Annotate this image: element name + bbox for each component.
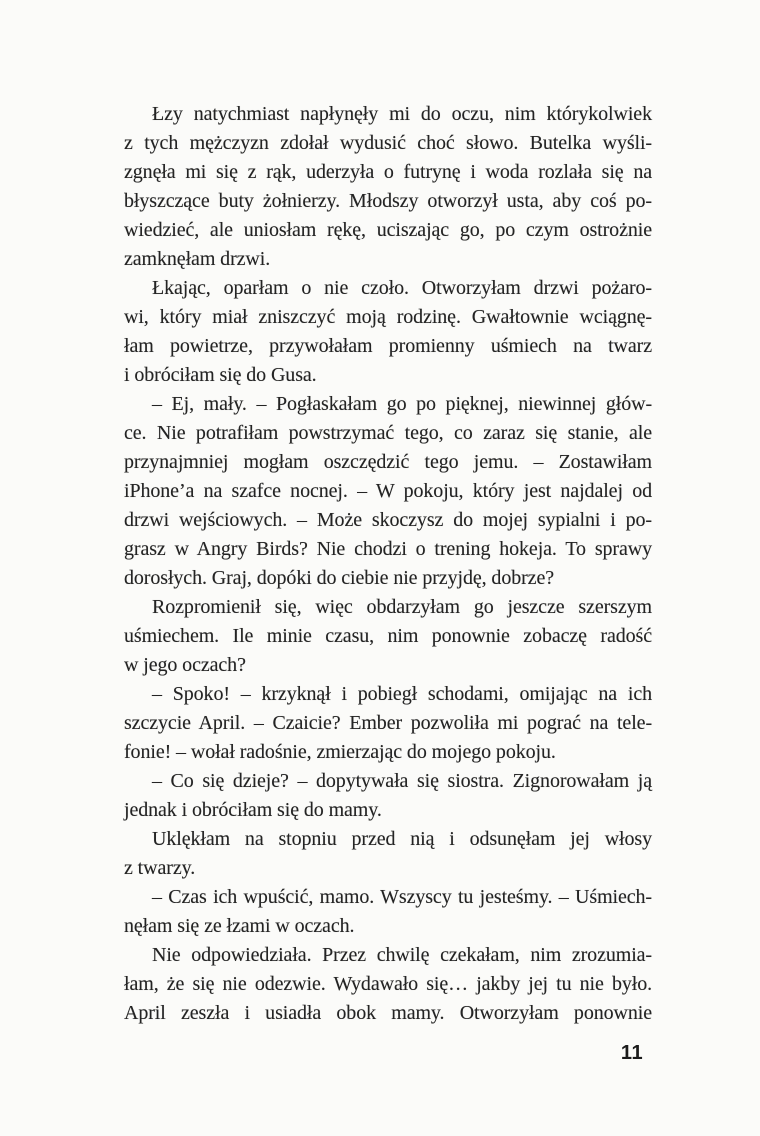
text-line: Łkając, oparłam o nie czoło. Otworzyłam drzwi pożaro-: [152, 277, 652, 299]
text-line: – Ej, mały. – Pogłaskałam go po pięknej, niewinnej głów-: [152, 393, 652, 415]
text-line: dorosłych. Graj, dopóki do ciebie nie przyjdę, dobrze?: [124, 567, 555, 589]
text-line: ce. Nie potrafiłam powstrzymać tego, co zaraz się stanie, ale: [124, 422, 652, 444]
paragraph: [124, 593, 652, 680]
paragraph: [124, 390, 652, 593]
paragraph: [124, 680, 652, 767]
text-line: Łzy natychmiast napłynęły mi do oczu, nim którykolwiek: [152, 103, 652, 125]
text-line: April zeszła i usiadła obok mamy. Otworzyłam ponownie: [124, 1002, 652, 1024]
paragraph: [124, 825, 652, 883]
text-line: i obróciłam się do Gusa.: [124, 364, 317, 386]
text-line: łam, że się nie odezwie. Wydawało się… jakby jej tu nie było.: [124, 973, 652, 995]
paragraph: [124, 274, 652, 390]
text-line: wi, który miał zniszczyć moją rodzinę. Gwałtownie wciągnę-: [124, 306, 652, 328]
text-line: uśmiechem. Ile minie czasu, nim ponownie zobaczę radość: [124, 625, 652, 647]
text-line: zamknęłam drzwi.: [124, 248, 271, 270]
text-line: iPhone’a na szafce nocnej. – W pokoju, który jest najdalej od: [124, 480, 652, 502]
text-line: łam powietrze, przywołałam promienny uśmiech na twarz: [124, 335, 652, 357]
text-line: – Czas ich wpuścić, mamo. Wszyscy tu jesteśmy. – Uśmiech-: [152, 886, 652, 908]
text-line: błyszczące buty żołnierzy. Młodszy otworzył usta, aby coś po-: [124, 190, 652, 212]
text-line: Nie odpowiedziała. Przez chwilę czekałam, nim zrozumia-: [152, 944, 652, 966]
text-line: wiedzieć, ale uniosłam rękę, uciszając go, po czym ostrożnie: [124, 219, 652, 241]
text-line: – Co się dzieje? – dopytywała się siostra. Zignorowałam ją: [152, 770, 652, 792]
text-line: Uklękłam na stopniu przed nią i odsunęłam jej włosy: [152, 828, 652, 850]
text-line: nęłam się ze łzami w oczach.: [124, 915, 355, 937]
text-line: z twarzy.: [124, 857, 196, 879]
text-line: w jego oczach?: [124, 654, 246, 676]
text-line: jednak i obróciłam się do mamy.: [124, 799, 382, 821]
body-text: [124, 100, 652, 1028]
text-line: przynajmniej mogłam oszczędzić tego jemu. – Zostawiłam: [124, 451, 652, 473]
text-line: – Spoko! – krzyknął i pobiegł schodami, omijając na ich: [152, 683, 652, 705]
paragraph: [124, 767, 652, 825]
text-line: z tych mężczyzn zdołał wydusić choć słowo. Butelka wyśli-: [124, 132, 652, 154]
text-line: drzwi wejściowych. – Może skoczysz do mojej sypialni i po-: [124, 509, 652, 531]
text-line: zgnęła mi się z rąk, uderzyła o futrynę i woda rozlała się na: [124, 161, 652, 183]
text-line: szczycie April. – Czaicie? Ember pozwoliła mi pograć na tele-: [124, 712, 652, 734]
text-line: Rozpromienił się, więc obdarzyłam go jeszcze szerszym: [152, 596, 652, 618]
text-line: grasz w Angry Birds? Nie chodzi o trening hokeja. To sprawy: [124, 538, 652, 560]
paragraph: [124, 941, 652, 1028]
text-line: fonie! – wołał radośnie, zmierzając do mojego pokoju.: [124, 741, 556, 763]
paragraph: [124, 883, 652, 941]
paragraph: [124, 100, 652, 274]
page-number: 11: [620, 1042, 644, 1064]
